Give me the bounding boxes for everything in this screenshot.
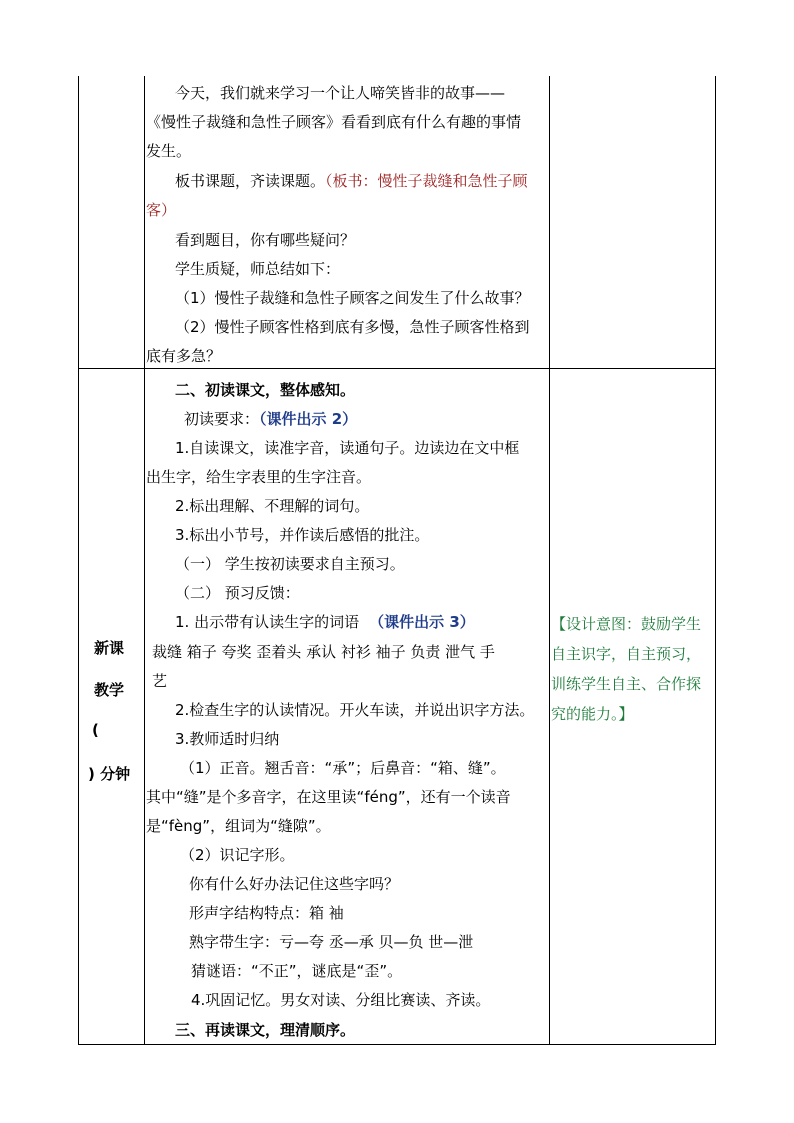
label-line: ) 分钟 bbox=[88, 765, 131, 783]
content-line: 1.自读课文，读准字音，读通句子。边读边在文中框 bbox=[175, 439, 520, 457]
content-line: 你有什么好办法记住这些字吗？ bbox=[189, 875, 400, 893]
design-intent-line: 【设计意图：鼓励学生 bbox=[551, 615, 702, 633]
label-line: 新课 bbox=[94, 639, 125, 657]
content-line: 其中“缝”是个多音字，在这里读“féng”，还有一个读音 bbox=[146, 788, 511, 806]
vocab-line: 艺 bbox=[152, 672, 168, 690]
content-line: 是“fèng”，组词为“缝隙”。 bbox=[146, 817, 331, 835]
req-prefix: 初读要求： bbox=[184, 410, 260, 428]
intro-line: 发生。 bbox=[146, 142, 192, 160]
content-line: 3.标出小节号，并作读后感悟的批注。 bbox=[175, 526, 430, 544]
row-divider bbox=[78, 368, 716, 369]
table-border-right bbox=[715, 76, 716, 1045]
content-line: （1）正音。翘舌音：“承”；后鼻音：“箱、缝”。 bbox=[180, 759, 506, 777]
content-line: 熟字带生字：亏—夸 丞—承 贝—负 世—泄 bbox=[189, 933, 474, 951]
design-intent-line: 究的能力。】 bbox=[551, 705, 634, 723]
content-line: （二） 预习反馈： bbox=[175, 584, 300, 602]
design-intent-line: 自主识字，自主预习， bbox=[551, 645, 702, 663]
board-prefix: 板书课题，齐读课题。 bbox=[175, 172, 326, 190]
board-note: （板书：慢性子裁缝和急性子顾 bbox=[325, 172, 528, 190]
content-line: 3.教师适时归纳 bbox=[175, 730, 280, 748]
intro-line: 看到题目，你有哪些疑问？ bbox=[175, 231, 356, 249]
table-divider-notes bbox=[549, 76, 550, 1045]
question-line: （2）慢性子顾客性格到底有多慢，急性子顾客性格到 bbox=[175, 318, 530, 336]
intro-line: 学生质疑，师总结如下： bbox=[175, 260, 341, 278]
item1-prefix: 1. 出示带有认读生字的词语 bbox=[175, 613, 360, 631]
item1-line bbox=[175, 611, 475, 633]
content-line: 4.巩固记忆。男女对读、分组比赛读、齐读。 bbox=[191, 991, 491, 1009]
vocab-line: 裁缝 箱子 夸奖 歪着头 承认 衬衫 袖子 负责 泄气 手 bbox=[152, 643, 495, 661]
board-note-cont: 客） bbox=[146, 201, 177, 219]
content-line: 出生字，给生字表里的生字注音。 bbox=[146, 468, 372, 486]
label-line: ( bbox=[92, 721, 99, 739]
section-heading: 三、再读课文，理清顺序。 bbox=[175, 1021, 356, 1039]
table-border-left bbox=[78, 76, 79, 1045]
section-heading: 二、初读课文，整体感知。 bbox=[175, 381, 356, 399]
content-line: 形声字结构特点：箱 袖 bbox=[189, 904, 344, 922]
content-line: 2.标出理解、不理解的词句。 bbox=[175, 497, 370, 515]
courseware-note: （课件出示 3） bbox=[369, 613, 475, 631]
table-border-bottom bbox=[78, 1044, 716, 1045]
content-line: （一） 学生按初读要求自主预习。 bbox=[175, 555, 405, 573]
reading-requirement bbox=[184, 408, 357, 430]
content-line: （2）识记字形。 bbox=[180, 846, 295, 864]
board-line bbox=[175, 170, 528, 192]
content-line: 猜谜语：“不正”，谜底是“歪”。 bbox=[191, 962, 403, 980]
question-line: 底有多急？ bbox=[146, 347, 222, 365]
design-intent-line: 训练学生自主、合作探 bbox=[551, 675, 702, 693]
table-divider-label bbox=[144, 76, 145, 1045]
courseware-note: （课件出示 2） bbox=[259, 410, 358, 428]
question-line: （1）慢性子裁缝和急性子顾客之间发生了什么故事？ bbox=[175, 289, 530, 307]
intro-line: 《慢性子裁缝和急性子顾客》看看到底有什么有趣的事情 bbox=[146, 113, 522, 131]
label-line: 教学 bbox=[94, 681, 125, 699]
content-line: 2.检查生字的认读情况。开火车读，并说出识字方法。 bbox=[175, 701, 535, 719]
intro-line: 今天，我们就来学习一个让人啼笑皆非的故事—— bbox=[175, 84, 506, 102]
